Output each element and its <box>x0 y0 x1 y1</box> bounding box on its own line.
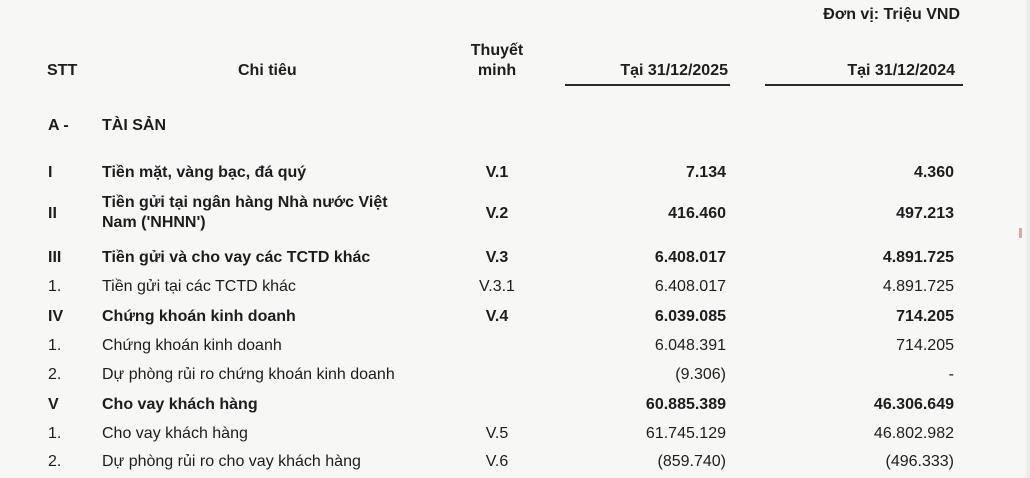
row-name: Dự phòng rủi ro chứng khoán kinh doanh <box>102 366 395 383</box>
row-value-2025: 60.885.389 <box>645 396 726 413</box>
row-value-2024: 4.891.725 <box>882 249 954 266</box>
row-stt: V <box>48 396 59 413</box>
row-stt: A - <box>48 117 69 134</box>
header-thuyet-minh <box>462 41 532 81</box>
row-name: Dự phòng rủi ro cho vay khách hàng <box>102 453 361 470</box>
row-note: V.1 <box>485 164 509 181</box>
row-note: V.3 <box>485 249 509 266</box>
header-2025-underline <box>565 84 730 86</box>
row-name: Cho vay khách hàng <box>102 396 258 413</box>
row-value-2025: (9.306) <box>675 366 726 383</box>
table-row <box>0 336 1030 366</box>
row-stt: 2. <box>48 453 62 470</box>
table-row <box>0 424 1030 454</box>
table-row <box>0 307 1030 337</box>
table-row <box>0 365 1030 395</box>
row-stt: 2. <box>48 366 62 383</box>
row-stt: 1. <box>48 425 62 442</box>
header-chi-tieu: Chi tiêu <box>238 62 297 79</box>
row-value-2025: 416.460 <box>668 205 726 222</box>
row-name: TÀI SẢN <box>102 117 166 134</box>
row-value-2025: (859.740) <box>657 453 726 470</box>
row-value-2024: 4.891.725 <box>882 278 954 295</box>
header-2024-underline <box>765 84 963 86</box>
row-value-2024: 714.205 <box>896 308 954 325</box>
margin-mark <box>1019 228 1022 238</box>
header-2024: Tại 31/12/2024 <box>847 62 955 79</box>
table-row <box>0 452 1030 476</box>
row-stt: IV <box>48 308 64 325</box>
row-name: Tiền gửi tại ngân hàng Nhà nước Việt <box>102 194 388 211</box>
row-value-2025: 6.048.391 <box>654 337 726 354</box>
row-name: Cho vay khách hàng <box>102 425 248 442</box>
row-value-2025: 61.745.129 <box>645 425 726 442</box>
row-name: Chứng khoán kinh doanh <box>102 308 296 325</box>
row-stt: 1. <box>48 278 62 295</box>
row-note: V.4 <box>485 308 509 325</box>
row-value-2024: - <box>948 366 954 383</box>
row-stt: 1. <box>48 337 62 354</box>
table-row <box>0 193 1030 237</box>
table-row <box>0 395 1030 425</box>
row-value-2024: 4.360 <box>913 164 954 181</box>
row-name-line2: Nam ('NHNN') <box>102 214 206 231</box>
row-name: Tiền gửi tại các TCTD khác <box>102 278 296 295</box>
row-value-2024: 46.306.649 <box>873 396 954 413</box>
row-value-2025: 6.039.085 <box>654 308 726 325</box>
row-note: V.3.1 <box>479 278 515 295</box>
header-thuyet-minh-line1: Thuyết <box>470 42 524 59</box>
row-name: Tiền mặt, vàng bạc, đá quý <box>102 164 307 181</box>
row-value-2024: 46.802.982 <box>873 425 954 442</box>
row-stt: II <box>48 205 57 222</box>
row-stt: III <box>48 249 62 266</box>
page-edge-shadow <box>1024 0 1030 478</box>
header-stt: STT <box>47 62 78 79</box>
row-value-2024: 714.205 <box>896 337 954 354</box>
unit-label: Đơn vị: Triệu VND <box>823 6 960 23</box>
row-value-2025: 6.408.017 <box>654 278 726 295</box>
row-name: Tiền gửi và cho vay các TCTD khác <box>102 249 371 266</box>
table-row <box>0 277 1030 307</box>
header-thuyet-minh-line2: minh <box>477 62 517 79</box>
row-value-2025: 6.408.017 <box>654 249 726 266</box>
row-value-2024: 497.213 <box>896 205 954 222</box>
header-2025: Tại 31/12/2025 <box>620 62 728 79</box>
row-name: Chứng khoán kinh doanh <box>102 337 282 354</box>
table-row <box>0 163 1030 193</box>
row-value-2025: 7.134 <box>685 164 726 181</box>
row-note: V.6 <box>485 453 509 470</box>
table-row <box>0 116 1030 146</box>
row-stt: I <box>48 164 53 181</box>
row-value-2024: (496.333) <box>885 453 954 470</box>
row-note: V.5 <box>485 425 509 442</box>
row-note: V.2 <box>485 205 509 222</box>
table-row <box>0 248 1030 278</box>
